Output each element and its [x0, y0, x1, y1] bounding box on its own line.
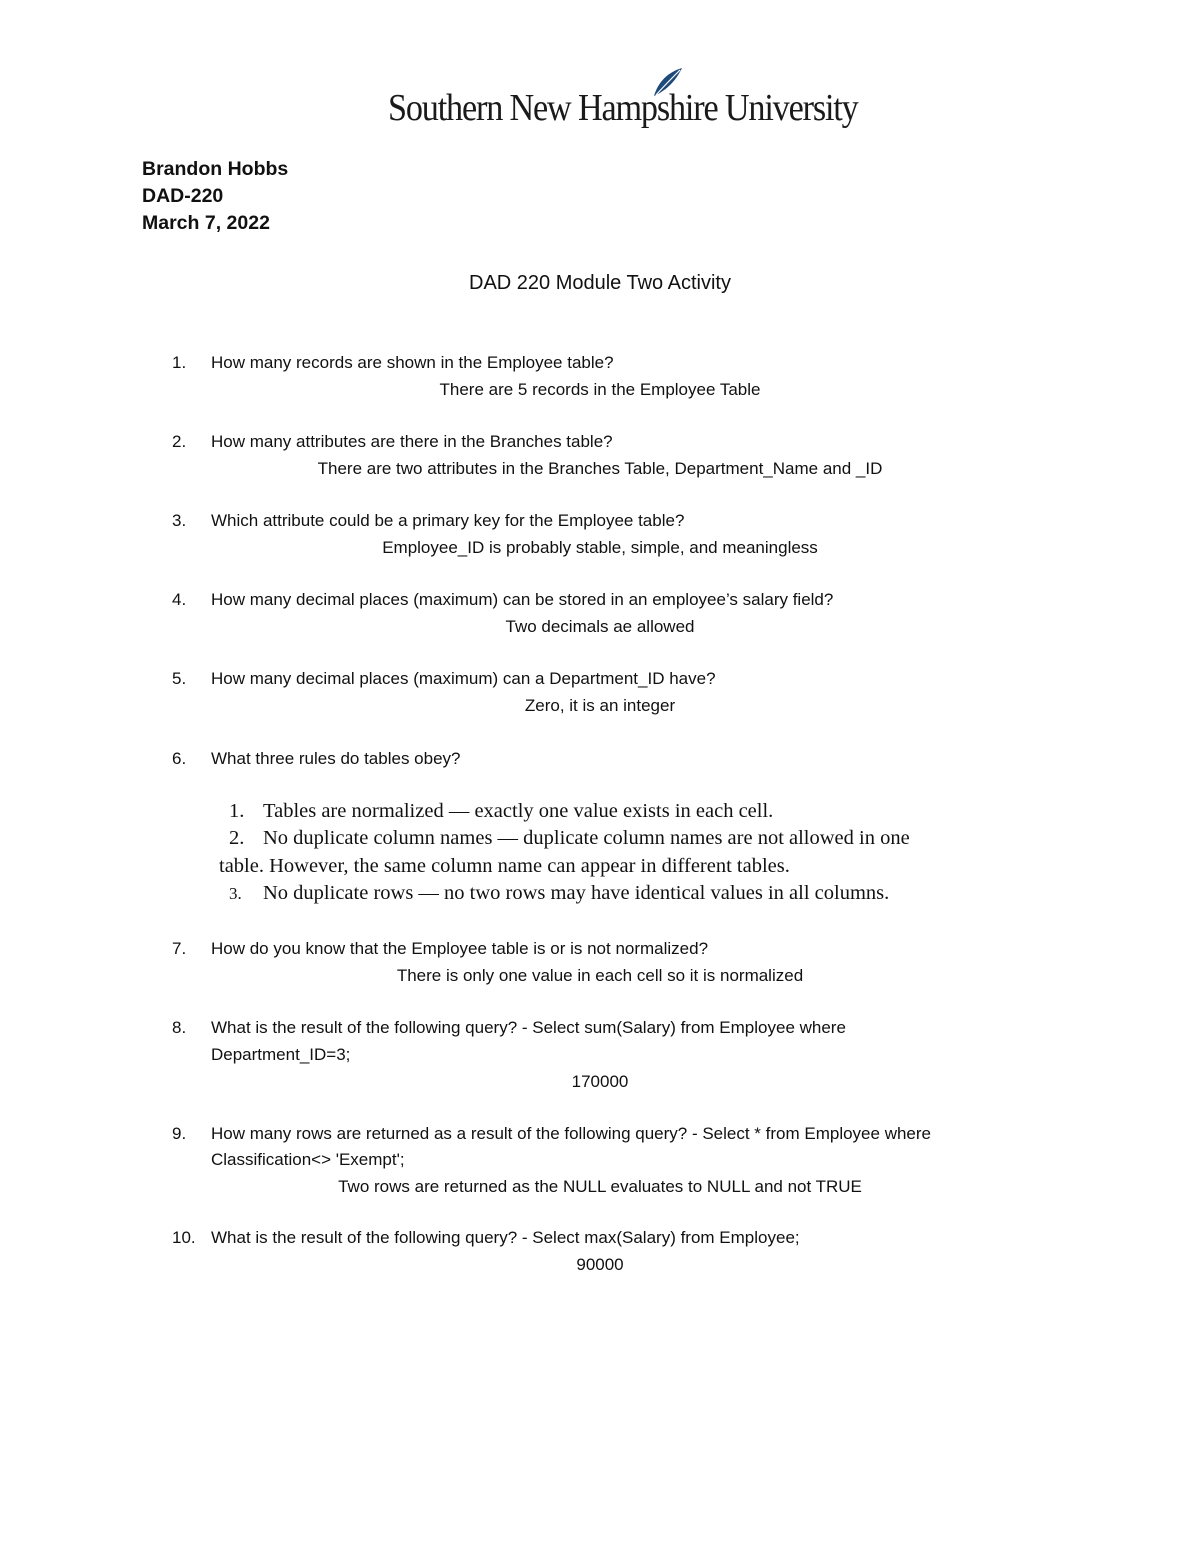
question-text: How many records are shown in the Employee table? [211, 353, 614, 372]
question-answer: There is only one value in each cell so it is normalized [396, 966, 804, 985]
question-text: How many decimal places (maximum) can a Department_ID have? [211, 669, 716, 688]
document-title: DAD 220 Module Two Activity [469, 272, 731, 294]
rule-item [229, 798, 773, 826]
question-text: What three rules do tables obey? [211, 749, 461, 768]
question-answer: There are 5 records in the Employee Table [439, 380, 761, 399]
question-number: 10. [172, 1228, 196, 1247]
logo-wordmark: Southern New Hampshire University [388, 87, 858, 129]
rule-item [229, 825, 910, 853]
question-answer: Employee_ID is probably stable, simple, and meaningless [382, 538, 818, 557]
question-answer: Two rows are returned as the NULL evaluates to NULL and not TRUE [338, 1177, 862, 1196]
question-number: 8. [172, 1018, 187, 1037]
question-text: What is the result of the following query? - Select max(Salary) from Employee; [211, 1228, 800, 1247]
question-answer: 90000 [576, 1255, 624, 1274]
question-answer: 170000 [571, 1072, 629, 1091]
question-answer: Zero, it is an integer [524, 696, 676, 715]
question-answer: Two decimals ae allowed [505, 617, 695, 636]
question-number: 6. [172, 749, 187, 768]
question-number: 4. [172, 590, 187, 609]
question-text: How do you know that the Employee table is or is not normalized? [211, 939, 709, 958]
rule-number: 1. [229, 800, 245, 822]
question-answer: There are two attributes in the Branches Table, Department_Name and _ID [317, 459, 883, 478]
document-header [142, 156, 288, 237]
question-number: 2. [172, 432, 187, 451]
rule-number: 2. [229, 827, 245, 849]
rule-text: No duplicate rows — no two rows may have identical values in all columns. [263, 882, 890, 904]
question-number: 7. [172, 939, 187, 958]
rule-text: Tables are normalized — exactly one value exists in each cell. [263, 800, 774, 822]
question-text-line2: Department_ID=3; [211, 1045, 351, 1064]
author-name: Brandon Hobbs [142, 158, 289, 180]
question-text: Which attribute could be a primary key for the Employee table? [211, 511, 685, 530]
question-number: 3. [172, 511, 187, 530]
university-logo [388, 66, 858, 138]
rule-text: No duplicate column names — duplicate column names are not allowed in one [263, 827, 910, 849]
question-text-line2: Classification<> 'Exempt'; [211, 1150, 405, 1169]
rule-number: 3. [229, 884, 242, 903]
rule-continuation: table. However, the same column name can appear in different tables. [219, 855, 790, 877]
course-code: DAD-220 [142, 185, 224, 207]
question-text: How many decimal places (maximum) can be stored in an employee’s salary field? [211, 590, 834, 609]
question-number: 1. [172, 353, 187, 372]
question-text-line1: How many rows are returned as a result of the following query? - Select * from Employee where [211, 1124, 931, 1143]
question-text-line1: What is the result of the following query? - Select sum(Salary) from Employee where [211, 1018, 846, 1037]
document-date: March 7, 2022 [142, 212, 270, 234]
question-number: 9. [172, 1124, 187, 1143]
rule-item [229, 880, 889, 908]
question-text: How many attributes are there in the Branches table? [211, 432, 613, 451]
question-number: 5. [172, 669, 187, 688]
